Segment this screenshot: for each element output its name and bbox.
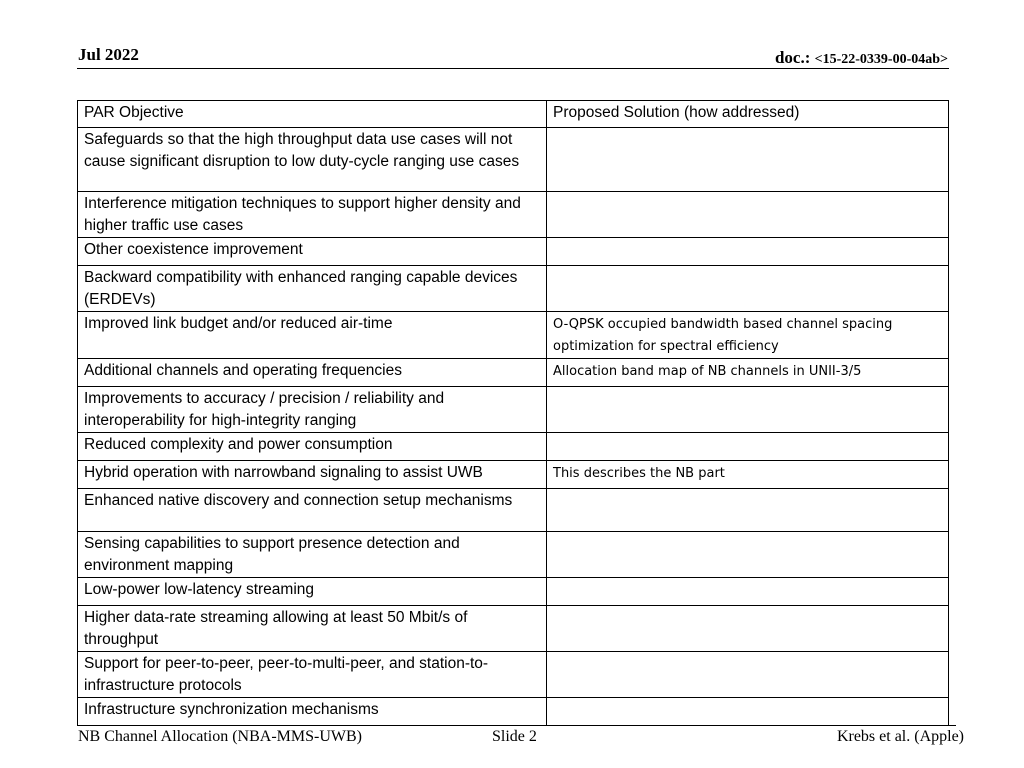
solution-cell: This describes the NB part [547,461,949,489]
table-row [78,652,949,698]
solution-cell [547,266,949,312]
slide-number: Slide 2 [492,728,537,745]
table-row [78,578,949,606]
table-row [78,312,949,359]
objective-cell: Other coexistence improvement [78,238,547,266]
table-row [78,461,949,489]
solution-cell: O-QPSK occupied bandwidth based channel spacing optimization for spectral efficiency [547,312,949,359]
table-row [78,192,949,238]
table-row [78,433,949,461]
objective-cell: Enhanced native discovery and connection setup mechanisms [78,489,547,532]
footer-title: NB Channel Allocation (NBA-MMS-UWB) [78,728,362,745]
solution-cell [547,606,949,652]
doc-id: <15-22-0339-00-04ab> [814,52,948,67]
solution-cell [547,238,949,266]
objective-cell: Reduced complexity and power consumption [78,433,547,461]
footer-authors: Krebs et al. (Apple) [836,728,964,745]
solution-cell [547,489,949,532]
solution-cell [547,532,949,578]
footer-divider [77,725,956,726]
solution-cell [547,192,949,238]
solution-cell [547,128,949,192]
objective-cell: Improved link budget and/or reduced air-time [78,312,547,359]
objective-cell: Support for peer-to-peer, peer-to-multi-peer, and station-to-infrastructure protocols [78,652,547,698]
table-row [78,266,949,312]
objective-cell: Low-power low-latency streaming [78,578,547,606]
table-row [78,489,949,532]
table-row [78,238,949,266]
objective-cell: Backward compatibility with enhanced ranging capable devices (ERDEVs) [78,266,547,312]
header-doc-number [775,48,948,68]
objective-cell: Sensing capabilities to support presence detection and environment mapping [78,532,547,578]
solution-cell [547,433,949,461]
objective-cell: Additional channels and operating frequencies [78,359,547,387]
column-header-solution: Proposed Solution (how addressed) [547,101,949,128]
table-row [78,606,949,652]
doc-prefix: doc.: [774,48,815,67]
solution-cell: Allocation band map of NB channels in UNII-3/5 [547,359,949,387]
table-row [78,387,949,433]
table-row [78,532,949,578]
solution-cell [547,387,949,433]
solution-cell [547,578,949,606]
table-row [78,128,949,192]
table-header-row [78,101,949,128]
header-divider [77,68,949,69]
column-header-objective: PAR Objective [78,101,547,128]
table-row [78,359,949,387]
objective-cell: Infrastructure synchronization mechanisms [78,698,547,726]
objective-cell: Improvements to accuracy / precision / reliability and interoperability for high-integrity ranging [78,387,547,433]
objective-cell: Higher data-rate streaming allowing at least 50 Mbit/s of throughput [78,606,547,652]
solution-cell [547,652,949,698]
objective-cell: Hybrid operation with narrowband signaling to assist UWB [78,461,547,489]
objective-cell: Interference mitigation techniques to support higher density and higher traffic use cases [78,192,547,238]
solution-cell [547,698,949,726]
header-date: Jul 2022 [78,45,139,64]
par-objectives-table [77,100,949,726]
objective-cell: Safeguards so that the high throughput data use cases will not cause significant disruption to low duty-cycle ranging use cases [78,128,547,192]
table-row [78,698,949,726]
